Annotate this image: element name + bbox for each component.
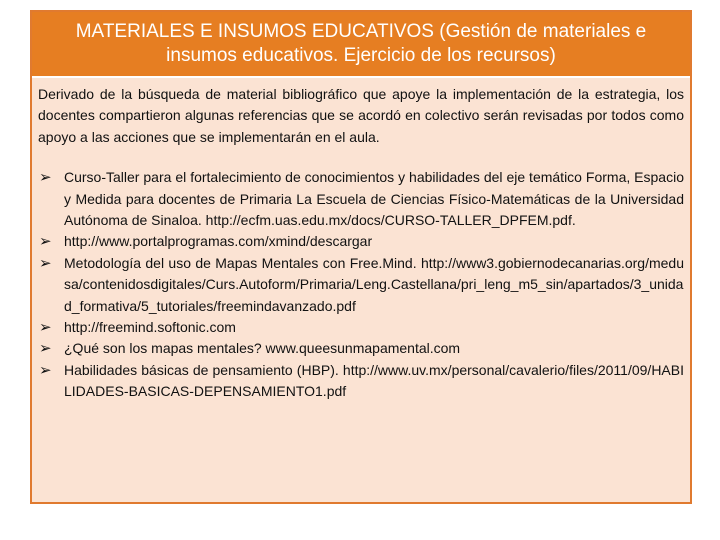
intro-paragraph: Derivado de la búsqueda de material bibliográfico que apoye la implementación de la estrategia, los docentes compartieron algunas referencias que se acordó en colectivo serán revisadas por todos como apoyo a las acciones que se implementarán en el aula. <box>38 86 684 145</box>
slide-title: MATERIALES E INSUMOS EDUCATIVOS (Gestión de materiales e insumos educativos. Ejercicio de los recursos) <box>32 12 690 78</box>
arrow-bullet-icon: ➢ <box>39 319 52 337</box>
reference-text: Habilidades básicas de pensamiento (HBP). http://www.uv.mx/personal/cavalerio/files/2011/09/HABILIDADES-BASICAS-DEPENSAMIENTO1.pdf <box>64 361 684 400</box>
arrow-bullet-icon: ➢ <box>39 361 52 379</box>
reference-text: http://freemind.softonic.com <box>64 319 236 336</box>
reference-text: ¿Qué son los mapas mentales? www.queesunmapamental.com <box>64 340 461 357</box>
reference-item <box>38 231 684 252</box>
reference-item <box>38 317 684 338</box>
reference-text: Metodología del uso de Mapas Mentales con Free.Mind. http://www3.gobiernodecanarias.org/medusa/contenidosdigitales/Curs.Autoform/Primaria/Leng.Castellana/pri_leng_m5_sin/apartados/3_unidad_formativa/5_tutoriales/freemindavanzado.pdf <box>64 254 684 314</box>
slide-body <box>38 84 684 403</box>
reference-item <box>38 253 684 317</box>
reference-item <box>38 360 684 403</box>
reference-text: Curso-Taller para el fortalecimiento de conocimientos y habilidades del eje temático Forma, Espacio y Medida para docentes de Primaria La Escuela de Ciencias Físico-Matemáticas de la Universidad Autónoma de Sinaloa. http://ecfm.uas.edu.mx/docs/CURSO-TALLER_DPFEM.pdf. <box>64 169 684 229</box>
arrow-bullet-icon: ➢ <box>39 169 52 187</box>
reference-text: http://www.portalprogramas.com/xmind/descargar <box>64 233 373 250</box>
arrow-bullet-icon: ➢ <box>39 233 52 251</box>
arrow-bullet-icon: ➢ <box>39 340 52 358</box>
arrow-bullet-icon: ➢ <box>39 254 52 272</box>
content-panel <box>30 10 692 504</box>
reference-item <box>38 338 684 359</box>
reference-item <box>38 167 684 231</box>
reference-list <box>38 167 684 402</box>
